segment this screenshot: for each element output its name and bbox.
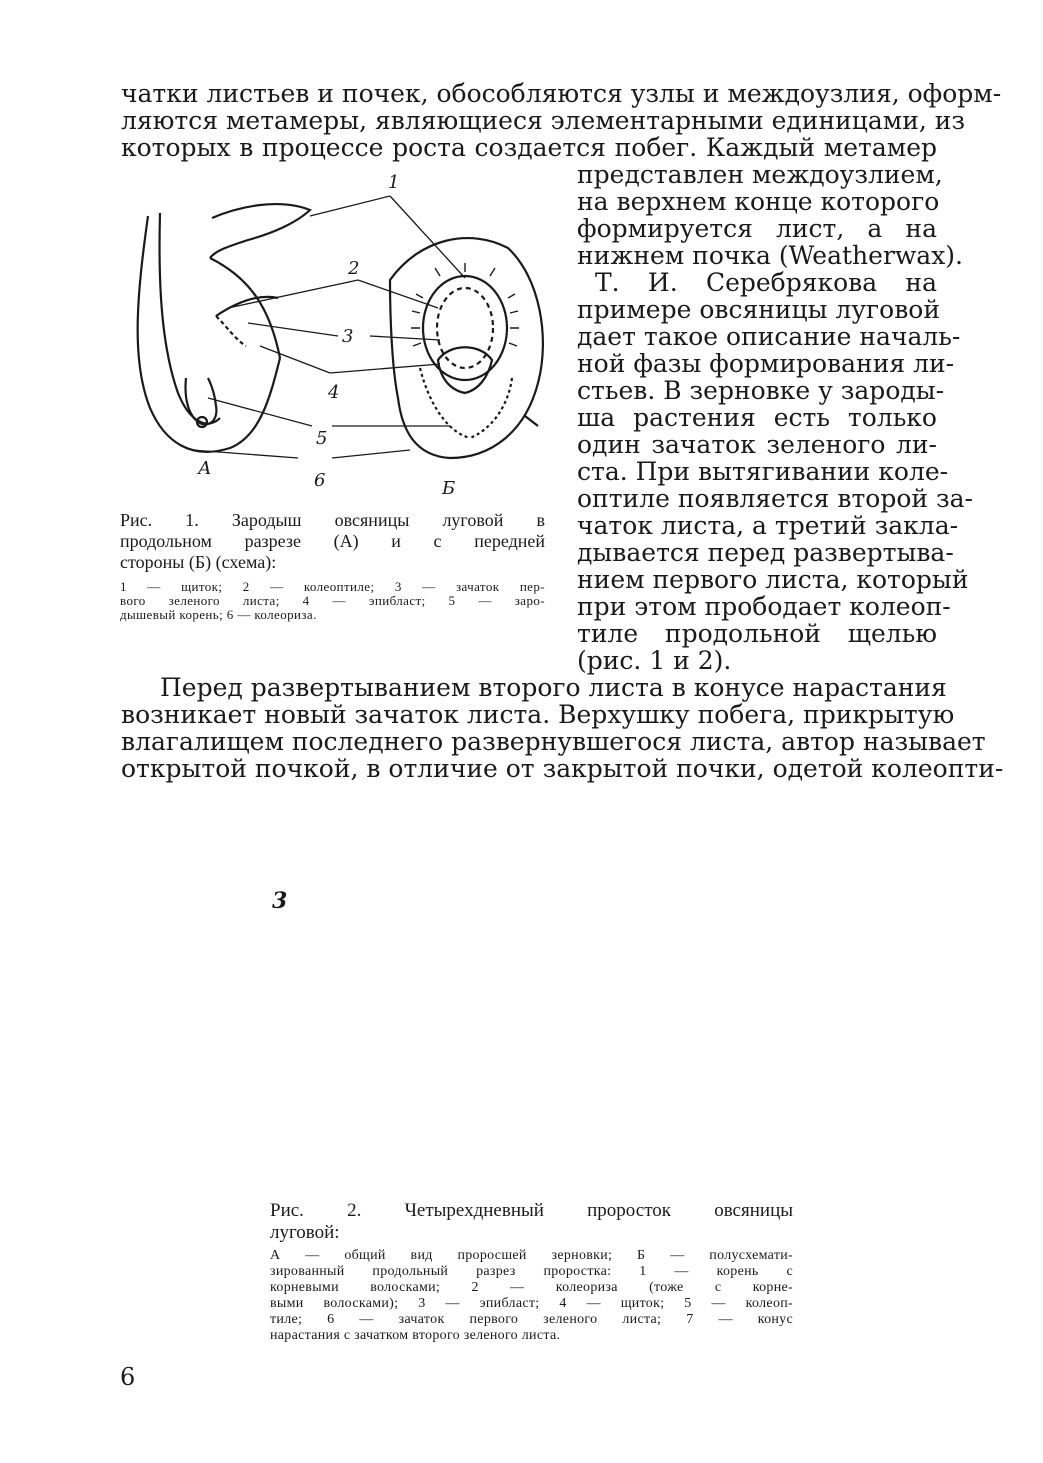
text-line: оптиле появляется второй за- — [577, 484, 973, 513]
legend-line: дышевый корень; 6 — колеориза. — [120, 607, 317, 622]
legend-line: выми волосками); 3 — эпибласт; 4 — щиток; 5 — колеоп- — [270, 1296, 793, 1311]
text-line: дывается перед развертыва- — [577, 538, 954, 567]
text-line: один зачаток зеленого ли- — [577, 430, 937, 459]
figure-1-embryo-diagram — [120, 168, 560, 498]
figure-1-caption — [120, 510, 545, 573]
legend-line: нарастания с зачатком второго зеленого листа. — [270, 1328, 561, 1343]
label-5: 5 — [316, 428, 328, 449]
caption-line: Рис. 2. Четырехдневный проросток овсяницы — [270, 1200, 793, 1221]
text-line: которых в процессе роста создается побег. Каждый метамер — [121, 133, 937, 162]
text-line: стьев. В зерновке у зароды- — [577, 376, 945, 405]
label-4: 4 — [328, 382, 340, 403]
label-3: 3 — [342, 326, 354, 347]
legend-line: вого зеленого листа; 4 — эпибласт; 5 — заро- — [120, 593, 545, 608]
legend-line: 1 — щиток; 2 — колеоптиле; 3 — зачаток пер- — [120, 579, 545, 594]
caption-line: продольном разрезе (А) и с передней — [120, 531, 545, 551]
caption-line: стороны (Б) (схема): — [120, 552, 277, 572]
text-line: Т. И. Серебрякова на — [595, 268, 937, 297]
text-line: (рис. 1 и 2). — [577, 646, 732, 675]
text-line: ной фазы формирования ли- — [577, 349, 955, 378]
text-line: влагалищем последнего развернувшегося листа, автор называет — [121, 727, 986, 756]
text-line: на верхнем конце которого — [577, 187, 940, 216]
coleoptile-outline — [210, 258, 280, 358]
label-A: А — [198, 458, 212, 479]
text-line: ста. При вытягивании коле- — [577, 457, 949, 486]
figure-2-caption — [270, 1200, 793, 1244]
scutellum-outline — [160, 213, 220, 424]
caption-line: луговой: — [270, 1222, 340, 1243]
text-line: представлен междоузлием, — [577, 160, 943, 189]
text-line: открытой почкой, в отличие от закрытой почки, одетой колеопти- — [121, 754, 1004, 783]
legend-line: А — общий вид проросшей зерновки; Б — полусхемати- — [270, 1248, 793, 1263]
text-line: чаток листа, а третий закла- — [577, 511, 959, 540]
label-2: 2 — [348, 258, 360, 279]
text-line: дает такое описание началь- — [577, 322, 961, 351]
legend-line: корневыми волосками; 2 — колеориза (тоже с корне- — [270, 1280, 793, 1295]
figure-1-legend — [120, 580, 545, 622]
text-line: формируется лист, а на — [577, 214, 937, 243]
label-6: 6 — [314, 470, 326, 491]
text-line: нием первого листа, который — [577, 565, 969, 594]
text-line: чатки листьев и почек, обособляются узлы и междоузлия, оформ- — [121, 79, 1002, 108]
legend-line: зированный продольный разрез проростка: 1 — корень с — [270, 1264, 793, 1279]
text-line: ша растения есть только — [577, 403, 937, 432]
label-B: Б — [442, 478, 456, 498]
text-line: ляются метамеры, являющиеся элементарными единицами, из — [121, 106, 966, 135]
label-1: 1 — [388, 172, 400, 193]
text-line: примере овсяницы луговой — [577, 295, 940, 324]
text-line: возникает новый зачаток листа. Верхушку побега, прикрытую — [121, 700, 955, 729]
shield-outline — [210, 204, 310, 258]
text-line: тиле продольной щелью — [577, 619, 937, 648]
figure-2-label: 3 — [272, 888, 288, 914]
legend-line: тиле; 6 — зачаток первого зеленого листа; 7 — конус — [270, 1312, 793, 1327]
text-line: Перед развертыванием второго листа в конусе нарастания — [160, 673, 947, 702]
page-number: 6 — [120, 1363, 136, 1391]
figure-2-legend — [270, 1248, 793, 1344]
text-line: нижнем почка (Weatherwax). — [577, 241, 963, 270]
text-line: при этом прободает колеоп- — [577, 592, 951, 621]
caption-line: Рис. 1. Зародыш овсяницы луговой в — [120, 510, 545, 530]
